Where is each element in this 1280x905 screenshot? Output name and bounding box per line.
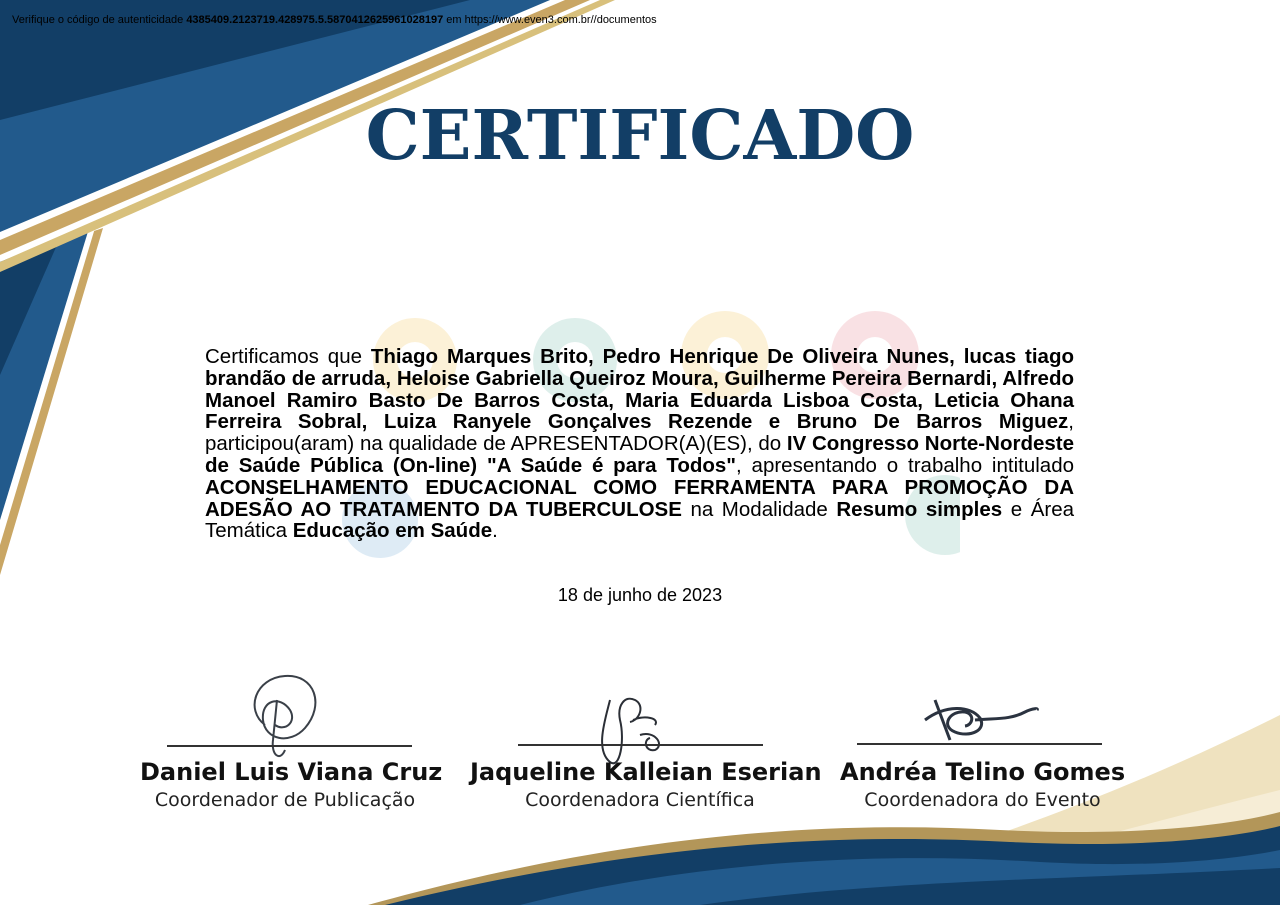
certificate-body <box>205 346 1074 542</box>
issue-date: 18 de junho de 2023 <box>557 585 723 605</box>
signature-image-3 <box>915 690 1045 750</box>
signatory-name-1: Daniel Luis Viana Cruz <box>140 758 443 786</box>
signature-image-1 <box>235 670 335 765</box>
area-text: e Área Temática <box>205 497 1074 543</box>
verification-line <box>12 14 657 26</box>
verification-code: 4385409.2123719.428975.5.5870412625961028197 <box>186 14 444 26</box>
signature-block-3 <box>840 690 1125 820</box>
verification-prefix: Verifique o código de autenticidade <box>12 14 187 26</box>
role-text: , participou(aram) na qualidade de APRESENTADOR(A)(ES), do <box>205 410 1074 456</box>
event-name: IV Congresso Norte-Nordeste de Saúde Pública (On-line) "A Saúde é para Todos" <box>205 432 1074 477</box>
signature-block-2 <box>470 690 822 820</box>
area-value: Educação em Saúde <box>292 519 493 543</box>
signatory-role-3: Coordenadora do Evento <box>864 789 1101 811</box>
signatory-name-3: Andréa Telino Gomes <box>840 758 1126 786</box>
authors-list: Thiago Marques Brito, Pedro Henrique De Oliveira Nunes, lucas tiago brandão de arruda, Heloise Gabriella Queiroz Moura, Guilherme Pereira Bernardi, Alfredo Manoel Ramiro Basto De Barros Costa, Maria Eduarda Lisboa Costa, Leticia Ohana Ferreira Sobral, Luiza Ranyele Gonçalves Rezende e Bruno De Barros Miguez <box>205 345 1074 434</box>
modality-value: Resumo simples <box>836 497 1003 521</box>
signature-block-1 <box>140 670 443 820</box>
work-title: ACONSELHAMENTO EDUCACIONAL COMO FERRAMENTA PARA PROMOÇÃO DA ADESÃO AO TRATAMENTO DA TUBERCULOSE <box>205 475 1074 521</box>
certificate-title: CERTIFICADO <box>365 96 915 176</box>
modality-text: na Modalidade <box>681 497 837 521</box>
verification-suffix: em https://www.even3.com.br//documentos <box>443 14 657 26</box>
end-punctuation: . <box>492 519 498 543</box>
work-text: , apresentando o trabalho intitulado <box>736 453 1074 477</box>
signatory-role-1: Coordenador de Publicação <box>154 789 416 811</box>
intro-text: Certificamos que <box>205 345 371 368</box>
signatory-name-2: Jaqueline Kalleian Eserian <box>470 758 822 786</box>
signatory-role-2: Coordenadora Científica <box>525 789 755 811</box>
